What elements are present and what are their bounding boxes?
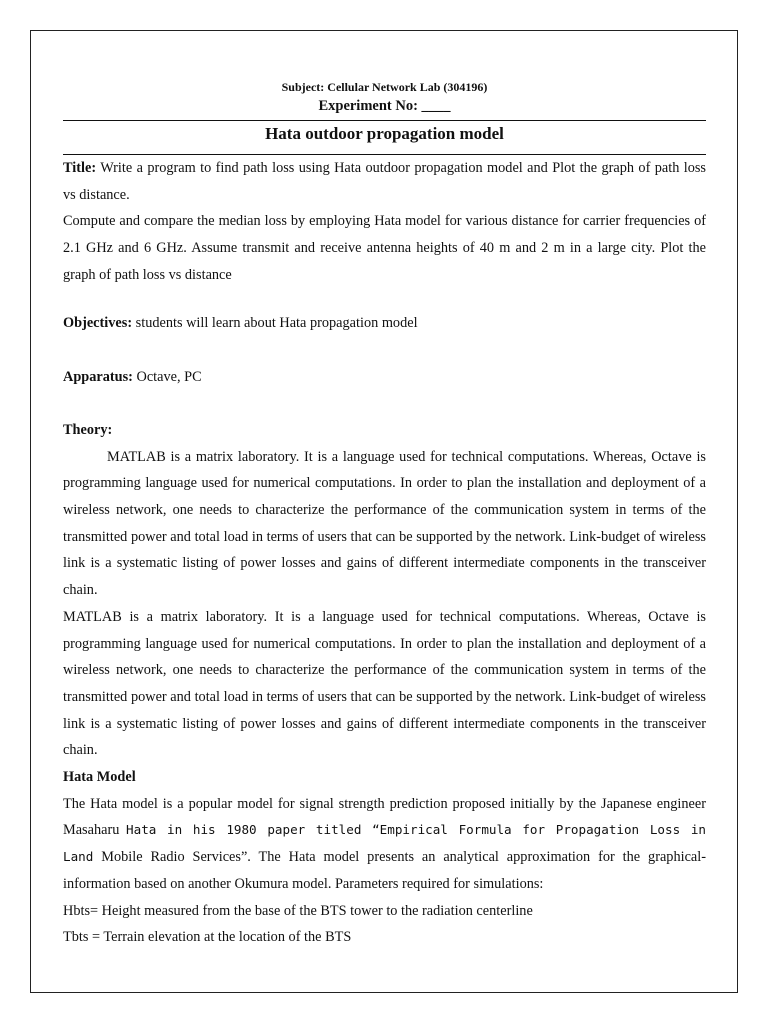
hata-text-b: Mobile Radio Services”. The Hata model presents an analytical approximation for the graphical-information based on another Okumura model. Parameters required for simulations: bbox=[63, 849, 706, 892]
apparatus-text: Octave, PC bbox=[132, 369, 202, 386]
theory-heading: Theory: bbox=[63, 421, 113, 438]
problem-paragraph: Compute and compare the median loss by employing Hata model for various distance for carrier frequencies of 2.1 GHz and 6 GHz. Assume transmit and receive antenna heights of 40 m and 2 m in a large city. Plot the graph of path loss vs distance bbox=[63, 213, 706, 283]
theory-paragraph-1: MATLAB is a matrix laboratory. It is a language used for technical computations. Whereas, Octave is programming language used for numerical computations. In order to plan the installation and deployment of a wireless network, one needs to characterize the performance of the communication system in terms of the transmitted power and total load in terms of users that can be supported by the network. Link-budget of wireless link is a systematic listing of power losses and gains of different intermediate components in the transceiver chain. bbox=[63, 448, 706, 599]
hata-text-a: The Hata model is a popular model for signal strength prediction proposed initially by the Japanese engineer Masaharu bbox=[63, 795, 706, 839]
title-label: Title: bbox=[63, 160, 97, 176]
experiment-number: Experiment No: ____ bbox=[318, 98, 451, 114]
hata-paragraph bbox=[63, 791, 706, 898]
subject-line: Subject: Cellular Network Lab (304196) bbox=[281, 80, 488, 94]
hata-text-mono: Hata in his 1980 paper titled “Empirical Formula for Propagation Loss in Land bbox=[63, 822, 706, 865]
title-text: Write a program to find path loss using Hata outdoor propagation model and Plot the graph of path loss vs distance. bbox=[63, 160, 706, 203]
title-paragraph bbox=[63, 155, 706, 208]
theory-paragraph-2: MATLAB is a matrix laboratory. It is a language used for technical computations. Whereas, Octave is programming language used for numerical computations. In order to plan the installation and deployment of a wireless network, one needs to characterize the performance of the communication system in terms of the transmitted power and total load in terms of users that can be supported by the network. Link-budget of wireless link is a systematic listing of power losses and gains of different intermediate components in the transceiver chain. bbox=[63, 608, 706, 759]
hata-heading: Hata Model bbox=[63, 769, 136, 786]
objectives-text: students will learn about Hata propagation model bbox=[132, 314, 418, 331]
objectives-paragraph bbox=[63, 310, 706, 337]
apparatus-label: Apparatus: bbox=[63, 369, 133, 386]
apparatus-paragraph bbox=[63, 364, 706, 391]
tbts-definition: Tbts = Terrain elevation at the location of the BTS bbox=[63, 929, 352, 946]
document-title: Hata outdoor propagation model bbox=[63, 120, 706, 155]
document-content bbox=[63, 78, 706, 951]
objectives-label: Objectives: bbox=[63, 314, 133, 331]
hbts-definition: Hbts= Height measured from the base of the BTS tower to the radiation centerline bbox=[63, 902, 533, 919]
